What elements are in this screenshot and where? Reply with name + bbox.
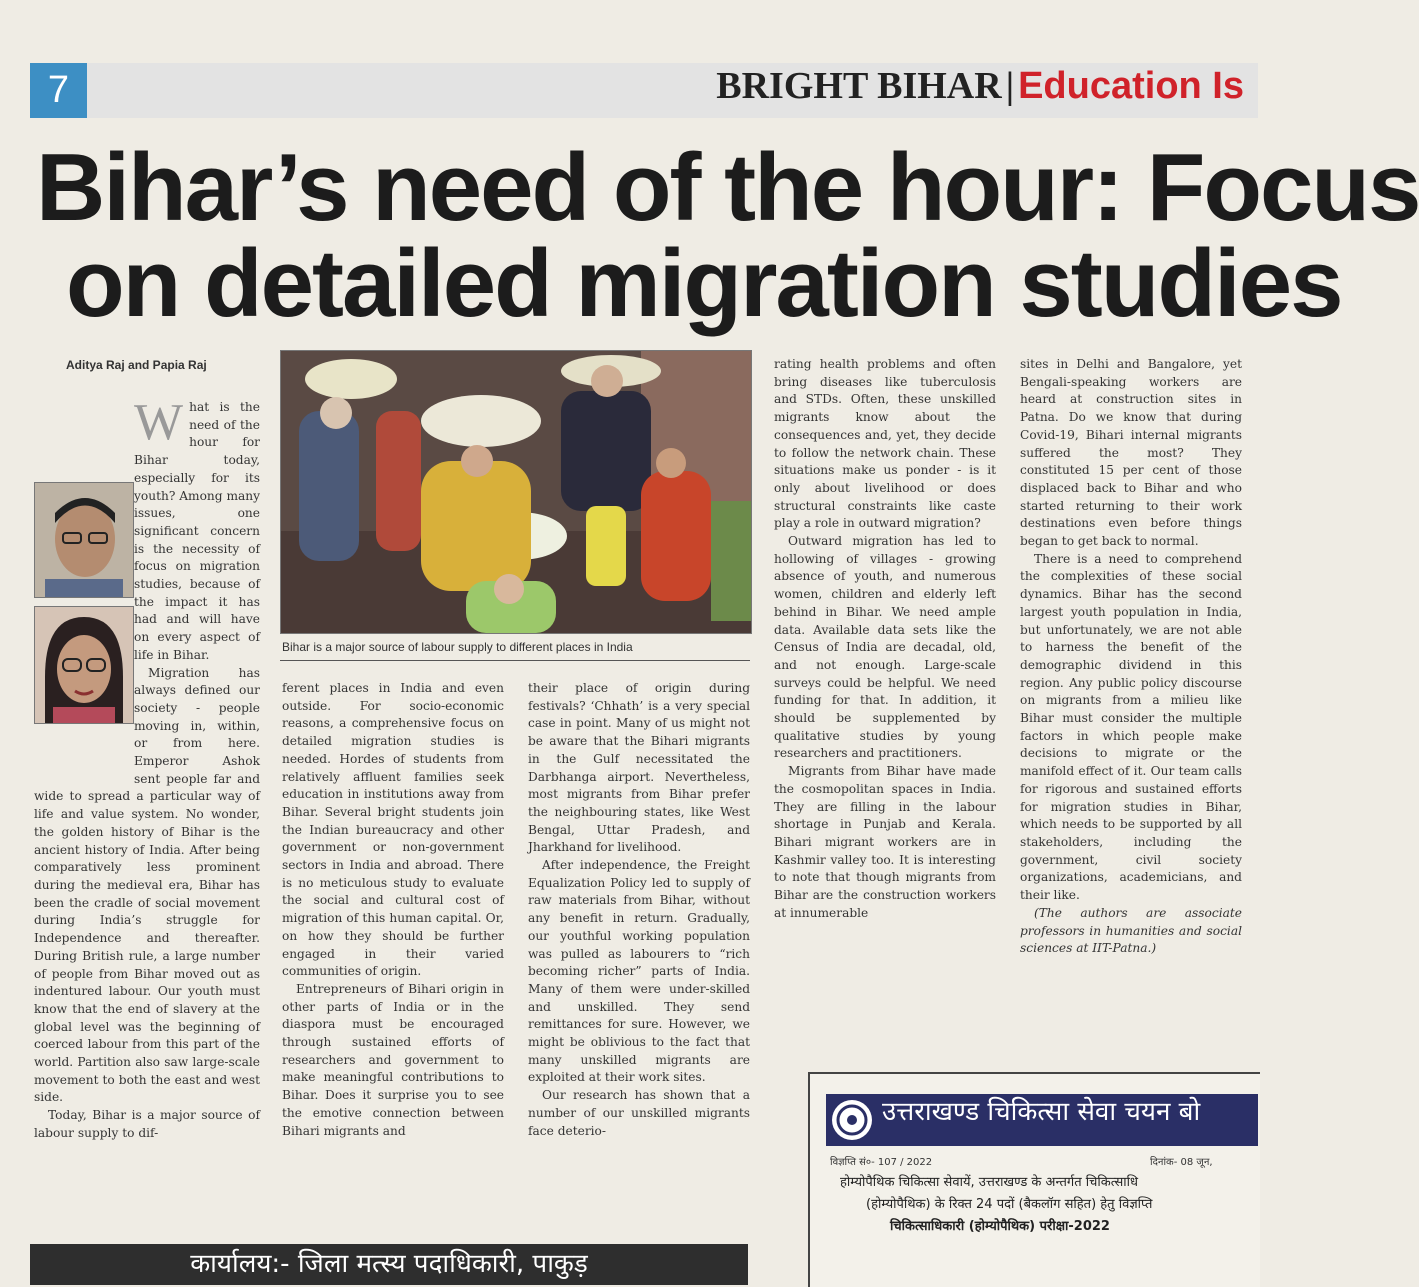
ad-uttarakhand-header <box>826 1094 1258 1146</box>
photo-caption: Bihar is a major source of labour supply to different places in India <box>282 640 633 654</box>
ad-fisheries-office: कार्यालय:- जिला मत्स्य पदाधिकारी, पाकुड़ <box>30 1244 748 1285</box>
migrants-photo-illustration <box>281 351 751 633</box>
column-4 <box>774 356 996 1056</box>
headline-line-1: Bihar’s need of the hour: Focus <box>36 134 1419 241</box>
column-1 <box>34 394 261 1228</box>
col1-paragraph-3: Today, Bihar is a major source of labour supply to dif- <box>34 1108 260 1140</box>
ad-uttarakhand-date: दिनांक- 08 जून, <box>1150 1157 1213 1168</box>
page-number: 7 <box>30 63 87 118</box>
col3-paragraph-1: their place of origin during festivals? ‘Chhath’ is a very special case in point. Many of us might not be aware that the Bihari migrants in the Gulf necessitated the Darbhanga airport. Nevertheless, most migrants from Bihar prefer the neighbouring states, like West Bengal, Uttar Pradesh, and Jharkhand for livelihood. <box>528 681 750 855</box>
ad-uttarakhand-body <box>840 1172 1258 1238</box>
article-headline <box>36 134 1419 337</box>
col4-paragraph-2: Outward migration has led to hollowing of villages - growing absence of youth, and numerous women, children and elderly left behind in Bihar. We need ample data. Available data sets like the Census of India are decadal, old, and not enough. Large-scale surveys could be helpful. We need funding for that. In addition, it should be supplemented by qualitative studies by young researchers and practitioners. <box>774 534 996 761</box>
section-tag: Education Is <box>1018 65 1244 107</box>
col4-paragraph-1: rating health problems and often bring diseases like tuberculosis and STDs. Often, these unskilled migrants know about the consequences and, yet, they decide to follow the network chain. These situations make us ponder - is it only about livelihood or does structural constraints like caste play a role in outward migration? <box>774 357 996 531</box>
headline-line-2: on detailed migration studies <box>66 230 1342 337</box>
col3-paragraph-3: Our research has shown that a number of our unskilled migrants face deterio- <box>528 1088 750 1138</box>
col1-lead: hat is the need of the hour for Bihar today, especially for its youth? Among many issues, one significant concern is the necessity of focus on migration studies, because of the impact it has had and will have on every aspect of life in Bihar. <box>134 400 261 662</box>
col5-paragraph-2: There is a need to comprehend the complexities of these social dynamics. Bihar has the second largest youth population in India, but unfortunately, we are not able to harness the benefit of the demographic dividend in this region. Any public policy discourse on migrants from a milieu like Bihar must consider the multiple factors in which people make decisions to migrate or the manifold effect of it. Our team calls for rigorous and sustained efforts for migration studies in Bihar, which needs to be supported by all stakeholders, including the government, civil society organizations, academicians, and their like. <box>1020 551 1242 903</box>
emblem-icon <box>830 1098 874 1142</box>
author-credit: (The authors are associate professors in humanities and social sciences at IIT-Patna.) <box>1020 905 1242 956</box>
section-separator: | <box>1005 65 1015 107</box>
column-2 <box>282 680 504 1228</box>
column-3 <box>528 680 750 1228</box>
col1-paragraph-2: Migration has always defined our society - people moving in, within, or from here. Emperor Ashok sent people far and wide to spread a particular way of life and value system. No wonder, the golden history of Bihar is the ancient history of India. After being comparatively less prominent during the medieval era, Bihar has been the cradle of social movement during India’s struggle for Independence and thereafter. During British rule, a large number of people from Bihar moved out as indentured labour. Our youth must know that the end of slavery at the global level was the beginning of coerced labour from this part of the world. Partition also saw large-scale movement to both the east and west side. <box>34 665 260 1105</box>
col2-paragraph-1: ferent places in India and even outside. For socio-economic reasons, a comprehensive focus on detailed migration studies is needed. Hordes of students from relatively affluent families seek education in institutions away from Bihar. Several bright students join the Indian bureaucracy and other government or non-government sectors in India and abroad. There is no meticulous study to evaluate the social and cultural cost of migration of this human capital. Or, on how they should be further engaged in their varied communities of origin. <box>282 681 504 979</box>
section-header <box>716 62 1244 110</box>
col3-paragraph-2: After independence, the Freight Equalization Policy led to supply of raw materials from Bihar, without any benefit in return. Gradually, our youthful working population was pulled as labourers to “rich becoming richer” parts of India. Many of them were under-skilled and unskilled. They send remittances for sure. However, we might be oblivious to the fact that many unskilled migrants are exploited at their work sites. <box>528 858 750 1085</box>
byline: Aditya Raj and Papia Raj <box>66 358 207 372</box>
column-5 <box>1020 356 1242 1056</box>
drop-cap: W <box>134 394 184 451</box>
col5-paragraph-1: sites in Delhi and Bangalore, yet Bengali-speaking workers are heard at construction sites in Patna. Do we know that during Covid-19, Bihari internal migrants suffered the most? They constituted 15 per cent of those displaced back to Bihar and who started returning to their work destinations even before things began to get back to normal. <box>1020 357 1242 549</box>
ad-uttarakhand-line-3: चिकित्साधिकारी (होम्योपैथिक) परीक्षा-2022 <box>890 1219 1110 1234</box>
col2-paragraph-2: Entrepreneurs of Bihari origin in other parts of India or in the diaspora must be encouraged through sustained efforts of researchers and government to make meaningful contributions to Bihar. Does it surprise you to see the emotive connection between Bihari migrants and <box>282 981 504 1138</box>
caption-rule <box>280 660 750 661</box>
main-photo <box>280 350 752 634</box>
ad-uttarakhand-line-2: (होम्योपैथिक) के रिक्त 24 पदों (बैकलॉग सहित) हेतु विज्ञप्ति <box>866 1197 1153 1212</box>
section-name: BRIGHT BIHAR <box>716 65 1002 107</box>
ad-uttarakhand-title: उत्तराखण्ड चिकित्सा सेवा चयन बो <box>882 1097 1201 1127</box>
ad-uttarakhand-number: विज्ञप्ति सं०- 107 / 2022 <box>830 1157 933 1168</box>
col4-paragraph-3: Migrants from Bihar have made the cosmopolitan spaces in India. They are filling in the labour shortage in Punjab and Kerala. Bihari migrant workers are in Kashmir valley too. It is interesting to note that though migrants from Bihar are the construction workers at innumerable <box>774 764 996 920</box>
ad-uttarakhand-line-1: होम्योपैथिक चिकित्सा सेवायें, उत्तराखण्ड के अन्तर्गत चिकित्साधि <box>840 1175 1138 1190</box>
